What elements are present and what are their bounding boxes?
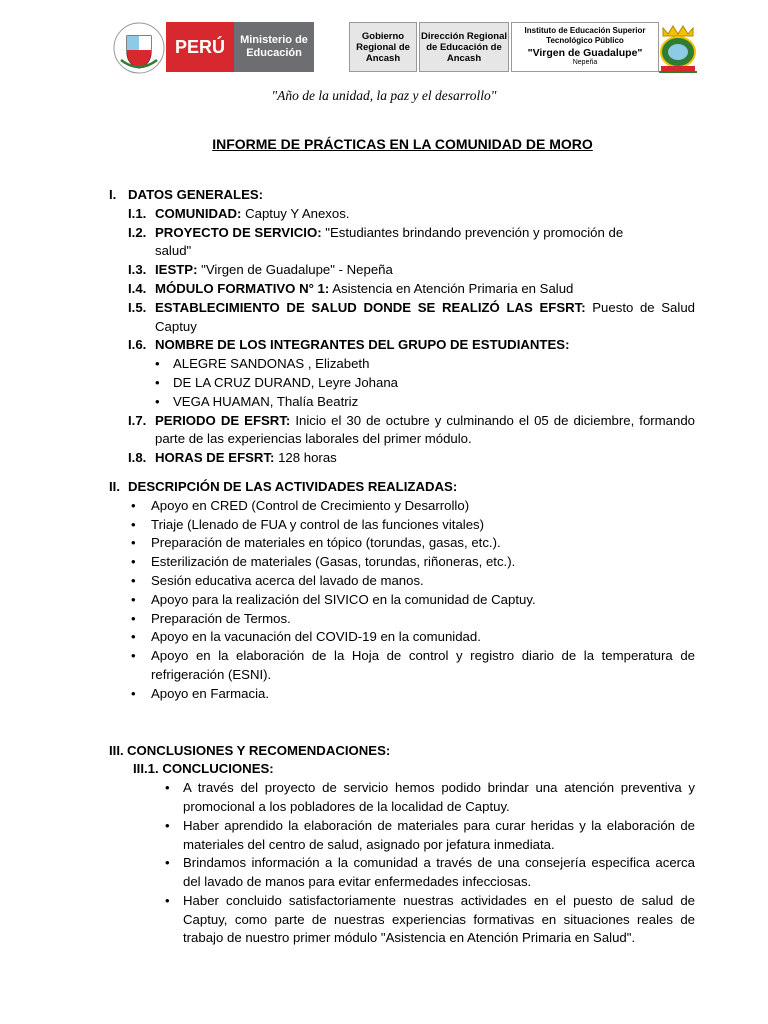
document-header <box>113 20 703 80</box>
data-item <box>109 224 695 262</box>
list-item: • Apoyo en la elaboración de la Hoja de control y registro diario de la temperatura de refrigeración (ESNI). <box>109 647 695 685</box>
direccion-regional-label: Dirección Regional de Educación de Ancash <box>419 22 509 72</box>
conclusions-subheading: III.1. CONCLUCIONES: <box>133 761 274 777</box>
item-number: I.2. <box>128 224 147 240</box>
item-number: I.7. <box>128 412 147 428</box>
peru-coat-of-arms-icon <box>113 20 165 76</box>
activities-list <box>109 497 695 704</box>
list-item: • Apoyo en Farmacia. <box>109 685 695 704</box>
list-item: • Triaje (Llenado de FUA y control de las funciones vitales) <box>109 516 695 535</box>
item-label: MÓDULO FORMATIVO N° 1: <box>155 280 330 296</box>
section-title: CONCLUSIONES Y RECOMENDACIONES: <box>127 742 391 758</box>
item-number: I.6. <box>128 337 147 353</box>
section-3-heading <box>109 742 695 761</box>
item-text: Captuy Y Anexos. <box>241 205 350 221</box>
student-list <box>109 355 695 411</box>
item-number: I.4. <box>128 280 147 296</box>
instituto-name: "Virgen de Guadalupe" <box>527 47 643 59</box>
data-item <box>109 205 695 224</box>
item-label: IESTP: <box>155 262 198 278</box>
list-item: • Apoyo en CRED (Control de Crecimiento y Desarrollo) <box>109 497 695 516</box>
peru-government-banner <box>166 22 346 72</box>
item-text: "Estudiantes brindando prevención y promoción de salud" <box>155 224 624 259</box>
gobierno-regional-label: Gobierno Regional de Ancash <box>349 22 417 72</box>
item-text: Inicio el 30 de octubre y culminando el 05 de diciembre, formando parte de las experiencias laborales del primer módulo. <box>155 412 696 447</box>
instituto-box <box>511 22 659 72</box>
section-2-heading <box>109 478 695 497</box>
document-title: INFORME DE PRÁCTICAS EN LA COMUNIDAD DE MORO <box>212 136 593 152</box>
data-item <box>109 449 695 468</box>
list-item: • Esterilización de materiales (Gasas, torundas, riñoneras, etc.). <box>109 553 695 572</box>
list-item: • DE LA CRUZ DURAND, Leyre Johana <box>109 374 695 393</box>
section-title: DESCRIPCIÓN DE LAS ACTIVIDADES REALIZADAS: <box>128 478 458 494</box>
section-title: DATOS GENERALES: <box>128 187 264 202</box>
item-label: NOMBRE DE LOS INTEGRANTES DEL GRUPO DE ESTUDIANTES: <box>155 337 570 353</box>
instituto-place: Nepeña <box>572 59 598 66</box>
data-item <box>109 412 695 450</box>
list-item: • ALEGRE SANDONAS , Elizabeth <box>109 355 695 374</box>
list-item: • A través del proyecto de servicio hemos podido brindar una atención preventiva y promocional a los pobladores de la localidad de Captuy. <box>109 779 695 817</box>
list-item: • Preparación de materiales en tópico (torundas, gasas, etc.). <box>109 534 695 553</box>
peru-label: PERÚ <box>166 22 234 72</box>
item-label: PERIODO DE EFSRT: <box>155 412 291 428</box>
conclusions-list <box>109 779 695 948</box>
item-label: COMUNIDAD: <box>155 205 242 221</box>
data-item <box>109 336 695 355</box>
document-body <box>109 186 695 948</box>
item-text: "Virgen de Guadalupe" - Nepeña <box>197 262 393 278</box>
data-item <box>109 299 695 337</box>
section-number: III. <box>109 742 124 758</box>
item-label: ESTABLECIMIENTO DE SALUD DONDE SE REALIZÓ LAS EFSRT: <box>155 299 586 315</box>
item-number: I.3. <box>128 262 147 278</box>
data-item <box>109 261 695 280</box>
institute-crest-icon <box>653 20 703 76</box>
list-item: • Haber concluido satisfactoriamente nuestras actividades en el puesto de salud de Captuy, como parte de nuestras experiencias formativas en situaciones reales de trabajo de nuestro primer módulo "Asistencia en Atención Primaria en Salud". <box>109 892 695 948</box>
section-1-heading <box>109 186 695 205</box>
item-text: Asistencia en Atención Primaria en Salud <box>329 280 574 296</box>
list-item: • Haber aprendido la elaboración de materiales para curar heridas y la elaboración de materiales del centro de salud, asignado por jefatura inmediata. <box>109 817 695 855</box>
list-item: • Apoyo en la vacunación del COVID-19 en la comunidad. <box>109 628 695 647</box>
list-item: • Preparación de Termos. <box>109 610 695 629</box>
data-item <box>109 280 695 299</box>
instituto-label: Instituto de Educación Superior Tecnológico Público <box>524 26 646 45</box>
list-item: • Brindamos información a la comunidad a través de una consejería especifica acerca del lavado de manos para evitar enfermedades infecciosas. <box>109 854 695 892</box>
year-motto: "Año de la unidad, la paz y el desarrollo" <box>271 88 497 103</box>
item-label: HORAS DE EFSRT: <box>155 450 275 466</box>
ministry-label: Ministerio de Educación <box>234 22 314 72</box>
section-number: I. <box>109 187 117 202</box>
item-number: I.8. <box>128 450 147 466</box>
item-text: Puesto de Salud Captuy <box>155 299 695 334</box>
section-number: II. <box>109 478 120 494</box>
item-label: PROYECTO DE SERVICIO: <box>155 224 322 240</box>
list-item: • Apoyo para la realización del SIVICO en la comunidad de Captuy. <box>109 591 695 610</box>
item-number: I.1. <box>128 205 147 221</box>
item-number: I.5. <box>128 299 147 315</box>
list-item: • VEGA HUAMAN, Thalía Beatriz <box>109 393 695 412</box>
list-item: • Sesión educativa acerca del lavado de manos. <box>109 572 695 591</box>
item-text: 128 horas <box>274 450 337 466</box>
